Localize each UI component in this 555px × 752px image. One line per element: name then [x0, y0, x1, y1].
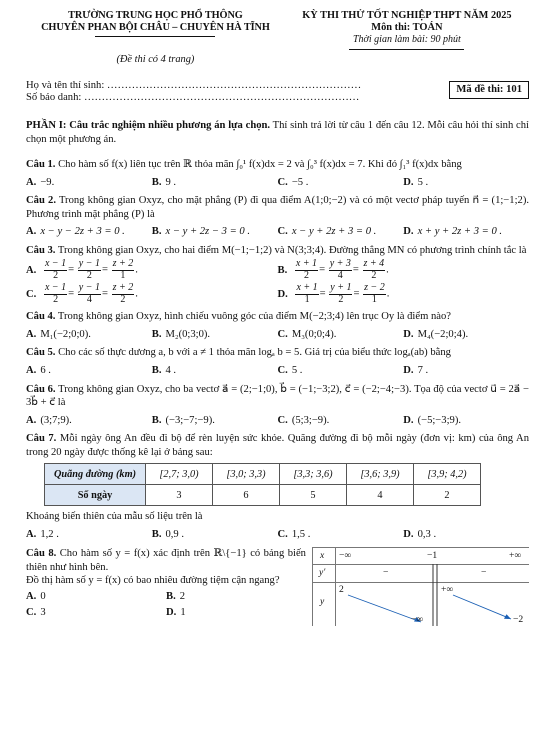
q6-label: Câu 6. [26, 383, 56, 395]
q7-options [26, 528, 529, 542]
table-header-distance: Quãng đường (km) [45, 464, 146, 485]
q6-option-a[interactable]: A. (3;7;9). [26, 414, 72, 426]
q4-option-b[interactable]: B. M₂(0;3;0). [151, 328, 211, 340]
q8-option-c[interactable]: C. 3 [26, 606, 46, 618]
q1-option-a[interactable]: A. −9. [26, 176, 55, 188]
question-6 [26, 383, 529, 428]
table-cell: 2 [414, 485, 481, 506]
q7-option-c[interactable]: C. 1,5 . [277, 528, 311, 540]
q6-option-b[interactable]: B. (−3;−7;−9). [151, 414, 215, 426]
q7-option-d[interactable]: D. 0,3 . [403, 528, 437, 540]
school-block [26, 10, 285, 66]
q7-option-a[interactable]: A. 1,2 . [26, 528, 59, 540]
question-8 [26, 547, 529, 626]
table-cell: [3,9; 4,2) [414, 464, 481, 485]
q2-option-d[interactable]: D. x + y + 2z + 3 = 0 . [403, 226, 503, 238]
candidate-number-line: Số báo danh: …………………………………………………………………… [26, 92, 360, 104]
q5-options [26, 364, 529, 378]
q4-options [26, 328, 529, 342]
time-underline [349, 49, 464, 50]
question-4 [26, 310, 529, 341]
q1-option-d[interactable]: D. 5 . [403, 176, 429, 188]
school-name-line2: CHUYÊN PHAN BỘI CHÂU – CHUYÊN HÀ TĨNH [41, 21, 270, 33]
exam-subject: Môn thi: TOÁN [371, 21, 443, 33]
q1-label: Câu 1. [26, 159, 56, 171]
q7-followup: Khoảng biến thiên của mẫu số liệu trên là [26, 511, 203, 523]
pages-note: (Đề thi có 4 trang) [116, 53, 195, 65]
table-cell: [3,0; 3,3) [213, 464, 280, 485]
part1-heading [26, 119, 529, 146]
q8-option-a[interactable]: A. 0 [26, 591, 46, 602]
q1-option-c[interactable]: C. −5 . [277, 176, 309, 188]
vt-y-label: y [320, 596, 325, 608]
question-7 [26, 432, 529, 541]
q8-options-row1 [26, 590, 306, 604]
table-cell: [3,6; 3,9) [347, 464, 414, 485]
question-2 [26, 194, 529, 239]
exam-header [26, 10, 529, 66]
q3-option-b[interactable]: B. $\frac{x + 1}{2}$ = $\frac{y + 3}{4}$ = $\frac{z + 4}{2}$ . [277, 258, 389, 281]
q2-text: Trong không gian Oxyz, cho mặt phẳng (P) đi qua điểm A(1;0;−2) và có một vectơ pháp tuyến n⃗ = (1;−1;2). Phương trình mặt phẳng (P) là [26, 195, 529, 220]
exam-title: KỲ THI THỬ TỐT NGHIỆP THPT NĂM 2025 [302, 10, 512, 21]
q7-option-b[interactable]: B. 0,9 . [151, 528, 185, 540]
table-cell: 6 [213, 485, 280, 506]
vt-yprime-sign-left: − [383, 567, 389, 579]
candidate-info [26, 80, 529, 105]
q8-option-b[interactable]: B. 2 [166, 591, 186, 602]
q5-option-c[interactable]: C. 5 . [277, 364, 303, 376]
exam-code-box: Mã đề thi: 101 [449, 81, 529, 99]
table-header-days: Số ngày [45, 485, 146, 506]
q7-text: Mỗi ngày ông An đều đi bộ để rèn luyện sức khỏe. Quãng đường đi bộ mỗi ngày (đơn vị: km) của ông An trong 20 ngày được thống kê lại ở bảng sau: [26, 433, 529, 458]
vt-x-label: x [320, 550, 325, 562]
q5-text: Cho các số thực dương a, b với a ≠ 1 thỏa mãn logₐ b = 5. Giá trị của biểu thức logₐ(ab) bằng [55, 347, 451, 359]
distance-frequency-table [44, 463, 481, 506]
q1-option-b[interactable]: B. 9 . [151, 176, 177, 188]
vt-x-pos-inf: +∞ [509, 550, 522, 562]
q6-text: Trong không gian Oxyz, cho ba vectơ a⃗ = (2;−1;0), b⃗ = (−1;−3;2), c⃗ = (−2;−4;−3). Tọa độ của vectơ u⃗ = 2a⃗ − 3b⃗ + c⃗ là [26, 383, 530, 409]
table-cell: [2,7; 3,0) [146, 464, 213, 485]
exam-title-block [285, 10, 529, 50]
variation-table [312, 547, 529, 626]
table-cell: 4 [347, 485, 414, 506]
q2-option-b[interactable]: B. x − y + 2z − 3 = 0 . [151, 226, 250, 238]
vt-y-left-start: 2 [339, 584, 344, 596]
q3-label: Câu 3. [26, 244, 56, 256]
q6-option-c[interactable]: C. (5;3;−9). [277, 414, 330, 426]
q3-options-row1 [26, 259, 529, 281]
candidate-name-line: Họ và tên thí sinh: ……………………………………………………………… [26, 79, 362, 91]
q3-option-c[interactable]: C. $\frac{x - 1}{2}$ = $\frac{y - 1}{4}$ = $\frac{z + 2}{2}$ . [26, 282, 138, 305]
q8-options-row2 [26, 606, 306, 620]
exam-time: Thời gian làm bài: 90 phút [352, 33, 461, 45]
q4-text: Trong không gian Oxyz, hình chiếu vuông góc của điểm M(−2;3;4) lên trục Oy là điểm nào? [55, 311, 451, 323]
table-cell: 3 [146, 485, 213, 506]
q8-option-d[interactable]: D. 1 [166, 606, 186, 618]
q8-label: Câu 8. [26, 548, 57, 560]
table-row [45, 485, 481, 506]
q2-options [26, 225, 529, 239]
school-name-line1: TRƯỜNG TRUNG HỌC PHỔ THÔNG [68, 10, 243, 21]
table-row [45, 464, 481, 485]
school-underline [95, 36, 215, 37]
q3-text: Trong không gian Oxyz, cho hai điểm M(−1;−1;2) và N(3;3;4). Đường thẳng MN có phương trình chính tắc là [55, 244, 527, 256]
q3-option-d[interactable]: D. $\frac{x + 1}{1}$ = $\frac{y + 1}{2}$ = $\frac{z - 2}{1}$ . [277, 282, 390, 305]
vt-yprime-label: y′ [319, 567, 326, 579]
q7-label: Câu 7. [26, 433, 57, 445]
question-5 [26, 346, 529, 377]
q2-option-c[interactable]: C. x − y + 2z + 3 = 0 . [277, 226, 377, 238]
q5-label: Câu 5. [26, 347, 56, 359]
vt-y-right-end: −2 [513, 614, 524, 626]
q1-text: Cho hàm số f(x) liên tục trên ℝ thỏa mãn ∫₀¹ f(x)dx = 2 và ∫₀³ f(x)dx = 7. Khi đó ∫₁³ f(x)dx bằng [55, 159, 462, 171]
table-cell: 5 [280, 485, 347, 506]
q2-label: Câu 2. [26, 195, 56, 207]
q5-option-a[interactable]: A. 6 . [26, 364, 51, 376]
q4-option-c[interactable]: C. M₃(0;0;4). [277, 328, 337, 340]
q2-option-a[interactable]: A. x − y − 2z + 3 = 0 . [26, 226, 125, 238]
vt-y-right-start: +∞ [441, 584, 454, 596]
q4-label: Câu 4. [26, 311, 56, 323]
q8-text: Cho hàm số y = f(x) xác định trên ℝ\{−1} có bảng biến thiên như hình bên. [26, 548, 306, 573]
question-1 [26, 158, 529, 189]
table-cell: [3,3; 3,6) [280, 464, 347, 485]
vt-x-neg-inf: −∞ [339, 550, 352, 562]
vt-y-left-end: −∞ [411, 614, 424, 626]
question-3 [26, 244, 529, 306]
q6-option-d[interactable]: D. (−5;−3;9). [403, 414, 461, 426]
q4-option-a[interactable]: A. M₁(−2;0;0). [26, 328, 91, 340]
q5-option-d[interactable]: D. 7 . [403, 364, 429, 376]
q8-text2: Đồ thị hàm số y = f(x) có bao nhiêu đường tiệm cận ngang? [26, 575, 280, 587]
q3-option-a[interactable]: A. $\frac{x - 1}{2}$ = $\frac{y - 1}{2}$ = $\frac{z + 2}{1}$ . [26, 258, 138, 281]
vt-yprime-sign-right: − [481, 567, 487, 579]
q6-options [26, 414, 529, 428]
vt-x-minus-one: −1 [427, 550, 438, 562]
part1-title: PHẦN I: Câu trắc nghiệm nhiều phương án lựa chọn. [26, 119, 271, 131]
q1-options [26, 176, 529, 190]
q3-options-row2 [26, 283, 529, 305]
q5-option-b[interactable]: B. 4 . [151, 364, 177, 376]
q4-option-d[interactable]: D. M₄(−2;0;4). [403, 328, 469, 340]
part1-instruction: Thí sinh trả lời từ câu 1 đến câu 12. Mỗi câu hỏi thí sinh chỉ chọn một phương án. [26, 119, 529, 145]
